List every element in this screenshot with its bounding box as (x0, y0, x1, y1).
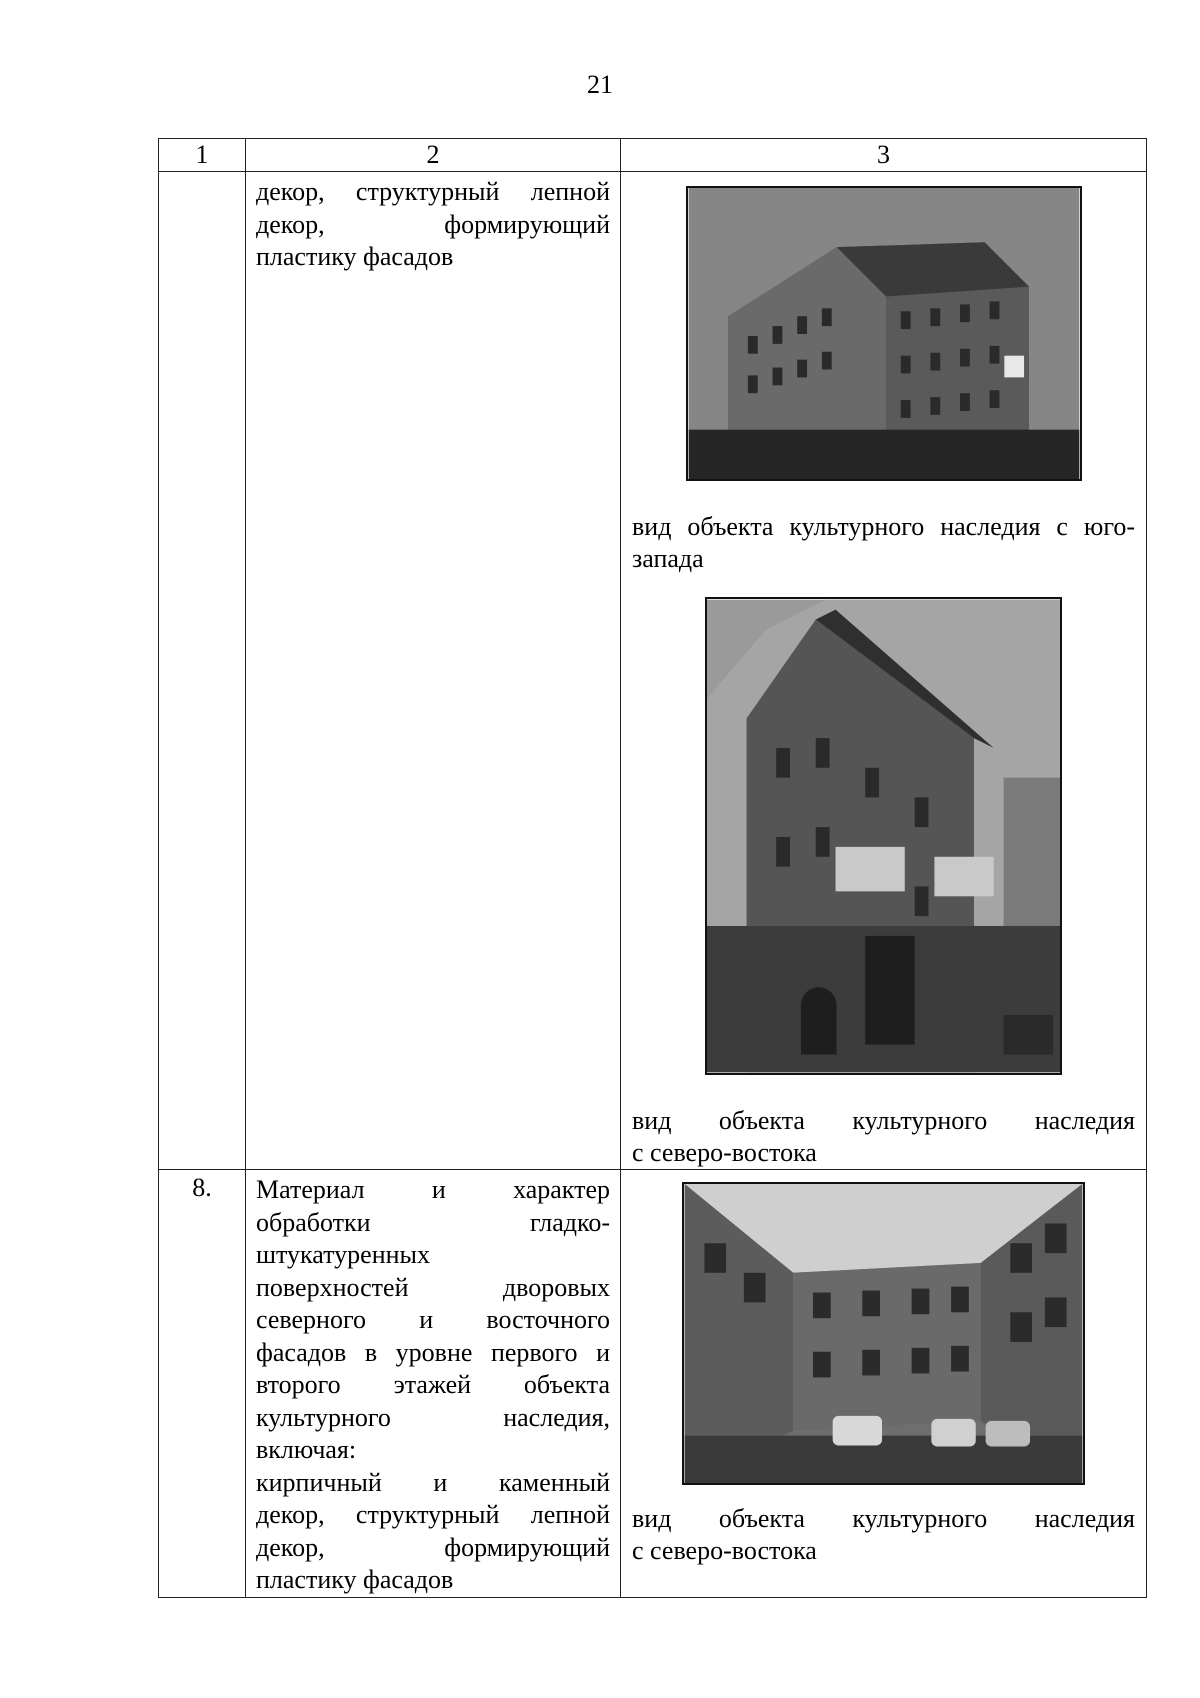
description-line: обработки гладко- (256, 1207, 610, 1237)
description-line: пластику фасадов (256, 242, 454, 271)
number-cell (159, 172, 246, 1170)
caption-line: вид объекта культурного наследия (632, 1504, 1135, 1533)
heritage-table (158, 138, 1147, 1598)
description-line: декор, структурный лепной (256, 177, 610, 206)
description-line: второго этажей объекта (256, 1370, 610, 1399)
column-header: 3 (621, 139, 1147, 172)
number-cell: 8. (159, 1170, 246, 1598)
description-cell (246, 1170, 621, 1598)
description-line: пластику фасадов (256, 1565, 454, 1594)
caption-line: с северо-востока (632, 1536, 817, 1565)
caption-line: запада (632, 544, 704, 573)
photo-cell (621, 1170, 1147, 1598)
description-line: включая: (256, 1435, 357, 1464)
column-header: 1 (159, 139, 246, 172)
description-line: Материал и характер (256, 1175, 610, 1204)
description-line: декор, формирующий (256, 1532, 610, 1562)
description-line: фасадов в уровне первого и (256, 1337, 610, 1367)
column-header: 2 (246, 139, 621, 172)
photo-caption (632, 1503, 1135, 1567)
table-row (159, 1170, 1147, 1598)
description-cell (246, 172, 621, 1170)
caption-line: вид объекта культурного наследия с юго- (632, 512, 1135, 541)
description-line: поверхностей дворовых (256, 1272, 610, 1302)
photo-cell (621, 172, 1147, 1170)
description-line: декор, формирующий (256, 209, 610, 239)
table-header-row (159, 139, 1147, 172)
description-line: штукатуренных (256, 1240, 431, 1269)
photo-caption (632, 1105, 1135, 1169)
building-photo-northeast (705, 597, 1062, 1075)
description-line: северного и восточного (256, 1305, 610, 1334)
photo-caption (632, 511, 1135, 575)
page-number: 21 (587, 70, 613, 99)
table-row (159, 172, 1147, 1170)
building-photo-southwest (686, 186, 1082, 481)
caption-line: с северо-востока (632, 1138, 817, 1167)
caption-line: вид объекта культурного наследия (632, 1106, 1135, 1135)
description-line: кирпичный и каменный (256, 1467, 610, 1497)
description-line: культурного наследия, (256, 1402, 610, 1432)
description-line: декор, структурный лепной (256, 1500, 610, 1529)
courtyard-photo (682, 1182, 1085, 1485)
